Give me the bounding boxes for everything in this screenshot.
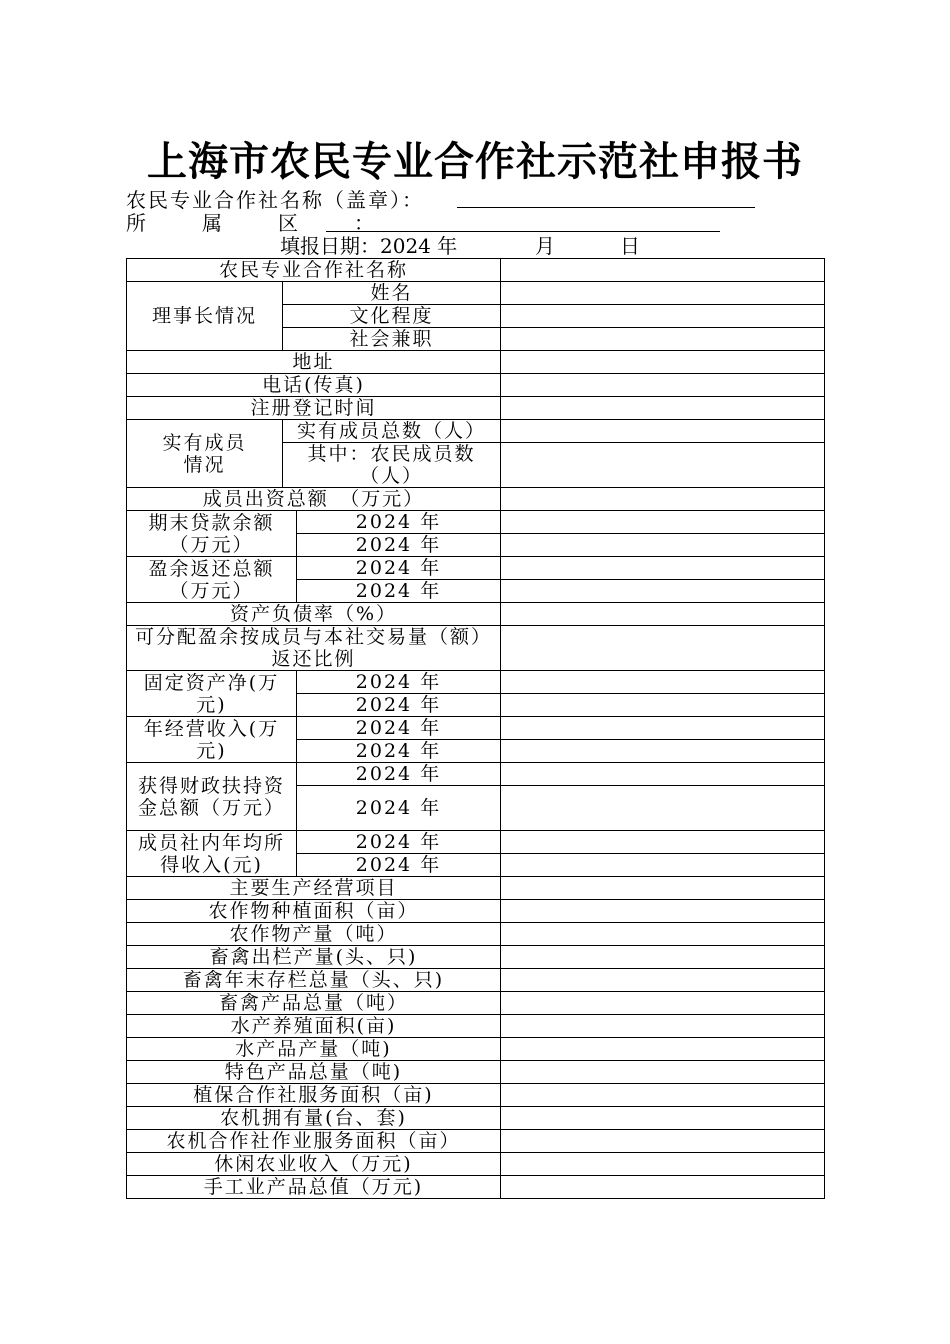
- item-label: 水产养殖面积(亩): [127, 1015, 501, 1038]
- item-label: 畜禽产品总量（吨）: [127, 992, 501, 1015]
- debt-ratio-label: 资产负债率（%）: [127, 603, 501, 626]
- subsidy-value-2[interactable]: [501, 786, 825, 831]
- date-month: 月: [535, 234, 555, 258]
- item-label: 畜禽年末存栏总量（头、只): [127, 969, 501, 992]
- item-value[interactable]: [501, 923, 825, 946]
- item-value[interactable]: [501, 1107, 825, 1130]
- loan-year-1: 2024 年: [297, 511, 501, 534]
- district-label: 所 属 区 ：: [126, 211, 392, 235]
- item-label: 农作物种植面积（亩）: [127, 900, 501, 923]
- item-value[interactable]: [501, 946, 825, 969]
- return-ratio-value[interactable]: [501, 626, 825, 671]
- income-year-1: 2024 年: [297, 831, 501, 854]
- fixed-assets-value-2[interactable]: [501, 694, 825, 717]
- revenue-value-2[interactable]: [501, 740, 825, 763]
- coop-name-value[interactable]: [501, 259, 825, 282]
- loan-year-2: 2024 年: [297, 534, 501, 557]
- item-value[interactable]: [501, 1061, 825, 1084]
- item-label: 特色产品总量（吨): [127, 1061, 501, 1084]
- surplus-group: 盈余返还总额（万元）: [127, 557, 297, 603]
- fixed-assets-value-1[interactable]: [501, 671, 825, 694]
- subsidy-year-2: 2024 年: [297, 786, 501, 831]
- revenue-group: 年经营收入(万元): [127, 717, 297, 763]
- subsidy-year-1: 2024 年: [297, 763, 501, 786]
- subsidy-value-1[interactable]: [501, 763, 825, 786]
- item-value[interactable]: [501, 969, 825, 992]
- item-label: 植保合作社服务面积（亩): [127, 1084, 501, 1107]
- income-group: 成员社内年均所得收入(元): [127, 831, 297, 877]
- reg-time-label: 注册登记时间: [127, 397, 501, 420]
- item-label: 畜禽出栏产量(头、只): [127, 946, 501, 969]
- fixed-assets-year-2: 2024 年: [297, 694, 501, 717]
- item-label: 农机拥有量(台、套): [127, 1107, 501, 1130]
- coop-name-field[interactable]: [457, 207, 755, 208]
- loan-group: 期末贷款余额（万元）: [127, 511, 297, 557]
- members-farmers-value[interactable]: [501, 443, 825, 488]
- item-value[interactable]: [501, 1130, 825, 1153]
- date-prefix: 填报日期：2024 年: [280, 234, 458, 258]
- item-value[interactable]: [501, 1015, 825, 1038]
- item-label: 主要生产经营项目: [127, 877, 501, 900]
- return-ratio-label: 可分配盈余按成员与本社交易量（额）返还比例: [127, 626, 501, 671]
- item-value[interactable]: [501, 877, 825, 900]
- surplus-value-2[interactable]: [501, 580, 825, 603]
- revenue-year-2: 2024 年: [297, 740, 501, 763]
- address-value[interactable]: [501, 351, 825, 374]
- item-value[interactable]: [501, 1176, 825, 1199]
- district-field[interactable]: [326, 231, 720, 232]
- chairman-education-label: 文化程度: [283, 305, 501, 328]
- chairman-name-label: 姓名: [283, 282, 501, 305]
- item-label: 手工业产品总值（万元): [127, 1176, 501, 1199]
- members-group: 实有成员 情况: [127, 420, 283, 488]
- phone-label: 电话(传真): [127, 374, 501, 397]
- item-value[interactable]: [501, 992, 825, 1015]
- coop-name-cell: 农民专业合作社名称: [127, 259, 501, 282]
- reg-time-value[interactable]: [501, 397, 825, 420]
- phone-value[interactable]: [501, 374, 825, 397]
- item-value[interactable]: [501, 1038, 825, 1061]
- income-value-2[interactable]: [501, 854, 825, 877]
- revenue-year-1: 2024 年: [297, 717, 501, 740]
- members-total-label: 实有成员总数（人）: [283, 420, 501, 443]
- application-table: [126, 258, 825, 1199]
- date-day: 日: [620, 234, 640, 258]
- members-total-value[interactable]: [501, 420, 825, 443]
- chairman-social-post-label: 社会兼职: [283, 328, 501, 351]
- income-value-1[interactable]: [501, 831, 825, 854]
- subsidy-group: 获得财政扶持资金总额（万元）: [127, 763, 297, 831]
- item-label: 农机合作社作业服务面积（亩）: [127, 1130, 501, 1153]
- item-label: 农作物产量（吨）: [127, 923, 501, 946]
- form-title: 上海市农民专业合作社示范社申报书: [147, 138, 803, 185]
- chairman-group: 理事长情况: [127, 282, 283, 351]
- surplus-year-1: 2024 年: [297, 557, 501, 580]
- address-label: 地址: [127, 351, 501, 374]
- chairman-education-value[interactable]: [501, 305, 825, 328]
- chairman-social-post-value[interactable]: [501, 328, 825, 351]
- item-label: 休闲农业收入（万元): [127, 1153, 501, 1176]
- item-label: 水产品产量（吨): [127, 1038, 501, 1061]
- capital-label: 成员出资总额 （万元）: [127, 488, 501, 511]
- surplus-year-2: 2024 年: [297, 580, 501, 603]
- loan-value-2[interactable]: [501, 534, 825, 557]
- loan-value-1[interactable]: [501, 511, 825, 534]
- fixed-assets-group: 固定资产净(万元): [127, 671, 297, 717]
- item-value[interactable]: [501, 1153, 825, 1176]
- members-farmers-label: 其中：农民成员数（人）: [283, 443, 501, 488]
- capital-value[interactable]: [501, 488, 825, 511]
- item-value[interactable]: [501, 900, 825, 923]
- revenue-value-1[interactable]: [501, 717, 825, 740]
- coop-name-label: 农民专业合作社名称（盖章）：: [126, 188, 424, 212]
- fixed-assets-year-1: 2024 年: [297, 671, 501, 694]
- item-value[interactable]: [501, 1084, 825, 1107]
- debt-ratio-value[interactable]: [501, 603, 825, 626]
- income-year-2: 2024 年: [297, 854, 501, 877]
- chairman-name-value[interactable]: [501, 282, 825, 305]
- surplus-value-1[interactable]: [501, 557, 825, 580]
